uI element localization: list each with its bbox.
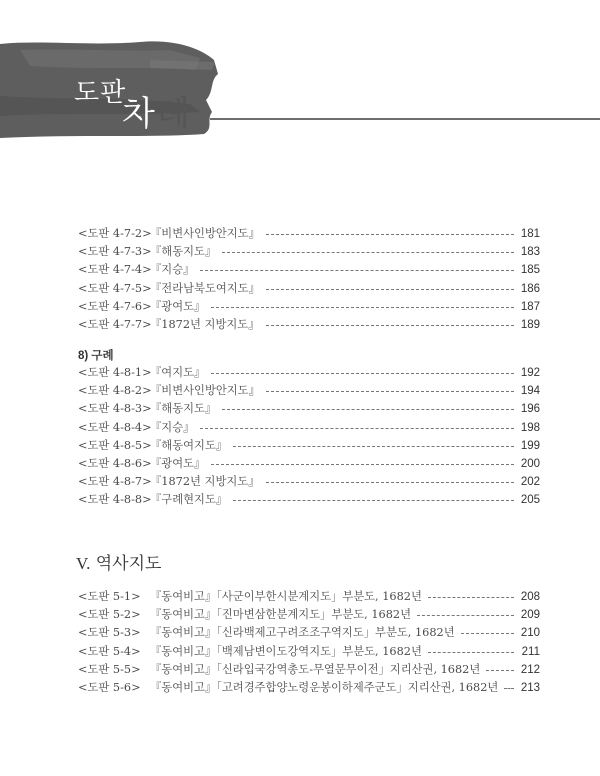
page-number: 213 — [520, 682, 540, 694]
toc-entry[interactable] — [78, 280, 540, 298]
page-number: 192 — [520, 367, 540, 379]
figure-code: <도판 4-7-6> — [78, 299, 152, 313]
page-number: 209 — [520, 609, 540, 622]
title-big-dark: 례 — [156, 94, 192, 134]
dotted-leader — [266, 234, 514, 235]
dotted-leader — [233, 446, 514, 447]
figure-title: 『1872년 지방지도』 — [150, 318, 260, 331]
dotted-leader — [222, 409, 514, 410]
dotted-leader — [504, 688, 514, 689]
chapter-number: V. — [76, 554, 91, 573]
toc-entry[interactable] — [78, 243, 540, 261]
toc-entry[interactable] — [78, 437, 540, 455]
toc-entry[interactable] — [78, 643, 540, 661]
toc-entry[interactable] — [78, 419, 540, 437]
dotted-leader — [233, 500, 514, 501]
dotted-leader — [428, 597, 514, 598]
figure-code: <도판 5-6> — [78, 681, 141, 694]
page-number: 185 — [520, 264, 540, 277]
page-number: 189 — [520, 319, 540, 331]
figure-code: <도판 4-7-7> — [78, 318, 152, 331]
toc-entry[interactable] — [78, 225, 540, 243]
page-number: 181 — [520, 228, 540, 240]
toc-entry[interactable] — [78, 316, 540, 334]
page-number: 202 — [520, 476, 540, 489]
toc-entry[interactable] — [78, 400, 540, 418]
page-number: 194 — [520, 385, 540, 398]
figure-title: 『동여비고』「진마변삼한분계지도」부분도, 1682년 — [150, 608, 411, 622]
dotted-leader — [222, 252, 514, 253]
figure-code: <도판 4-7-3> — [78, 245, 152, 259]
figure-code: <도판 4-8-3> — [78, 402, 152, 416]
header-banner — [0, 0, 600, 140]
page-number: 199 — [520, 439, 540, 452]
figure-code: <도판 4-8-6> — [78, 457, 152, 470]
page-number: 183 — [520, 246, 540, 259]
dotted-leader — [417, 615, 514, 616]
figure-title: 『구례현지도』 — [150, 493, 228, 507]
dotted-leader — [428, 652, 514, 653]
header-rule — [210, 118, 600, 120]
figure-code: <도판 4-8-4> — [78, 420, 152, 434]
figure-code: <도판 5-1> — [78, 590, 141, 603]
figure-title: 『동여비고』「사군이부한시분계지도」부분도, 1682년 — [150, 590, 422, 603]
toc-entry[interactable] — [78, 679, 540, 697]
figure-code: <도판 4-8-7> — [78, 475, 152, 489]
dotted-leader — [266, 391, 514, 392]
toc-entry[interactable] — [78, 382, 540, 400]
page-number: 208 — [520, 591, 540, 603]
page-number: 186 — [520, 282, 540, 295]
page-number: 211 — [521, 645, 540, 658]
title-small: 도판 — [74, 78, 127, 108]
figure-code: <도판 5-2> — [78, 608, 141, 622]
figure-code: <도판 4-7-5> — [78, 281, 152, 295]
figure-code: <도판 4-8-2> — [78, 384, 152, 398]
figure-title: 『지승』 — [150, 420, 195, 434]
figure-title: 『해동지도』 — [150, 402, 217, 416]
figure-code: <도판 4-8-8> — [78, 493, 152, 507]
page-number: 198 — [520, 421, 540, 434]
figure-title: 『비변사인방안지도』 — [150, 227, 260, 240]
title-big-light: 차 — [122, 94, 157, 134]
page-number: 212 — [520, 663, 540, 676]
title-big — [122, 86, 192, 135]
subsection-heading: 8) 구례 — [78, 350, 114, 362]
figure-title: 『지승』 — [150, 263, 195, 277]
page-number: 196 — [520, 403, 540, 416]
figure-code: <도판 4-8-1> — [78, 366, 152, 379]
dotted-leader — [200, 428, 514, 429]
dotted-leader — [211, 373, 514, 374]
dotted-leader — [211, 464, 514, 465]
page-number: 187 — [520, 300, 540, 313]
chapter-heading — [76, 549, 161, 574]
dotted-leader — [266, 325, 515, 326]
figure-title: 『여지도』 — [150, 366, 206, 379]
figure-title: 『동여비고』「신라입국강역총도-무열문무이전」지리산권, 1682년 — [150, 662, 481, 676]
figure-title: 『동여비고』「백제남변이도강역지도」부분도, 1682년 — [150, 644, 422, 658]
page-number: 210 — [520, 627, 540, 640]
toc-entry[interactable] — [78, 624, 540, 642]
figure-title: 『1872년 지방지도』 — [150, 475, 260, 489]
figure-code: <도판 5-3> — [78, 626, 141, 640]
figure-code: <도판 5-5> — [78, 662, 141, 676]
figure-title: 『동여비고』「고려경주합양노령운봉이하제주군도」지리산권, 1682년 — [150, 681, 499, 694]
page-number: 205 — [520, 494, 540, 507]
dotted-leader — [266, 482, 515, 483]
figure-title: 『해동여지도』 — [150, 438, 228, 452]
figure-code: <도판 4-7-2> — [78, 227, 152, 240]
toc-entry[interactable] — [78, 298, 540, 316]
dotted-leader — [211, 307, 514, 308]
figure-title: 『광여도』 — [150, 457, 206, 470]
toc-entry[interactable] — [78, 606, 540, 624]
toc-entry[interactable] — [78, 588, 540, 606]
toc-entry[interactable] — [78, 364, 540, 382]
figure-title: 『비변사인방안지도』 — [150, 384, 260, 398]
dotted-leader — [486, 670, 514, 671]
page-number: 200 — [520, 458, 540, 470]
figure-code: <도판 4-7-4> — [78, 263, 152, 277]
toc-entry[interactable] — [78, 455, 540, 473]
toc-entry[interactable] — [78, 491, 540, 509]
figure-code: <도판 4-8-5> — [78, 438, 152, 452]
figure-title: 『전라남북도여지도』 — [150, 281, 260, 295]
dotted-leader — [461, 633, 514, 634]
figure-title: 『해동지도』 — [150, 245, 217, 259]
dotted-leader — [200, 270, 514, 271]
figure-code: <도판 5-4> — [78, 644, 141, 658]
toc-entry[interactable] — [78, 473, 540, 491]
figure-title: 『동여비고』「신라백제고구려조조구역지도」부분도, 1682년 — [150, 626, 455, 640]
toc-entry[interactable] — [78, 661, 540, 679]
toc-entry[interactable] — [78, 261, 540, 279]
chapter-title: 역사지도 — [95, 554, 162, 574]
figure-title: 『광여도』 — [150, 299, 206, 313]
dotted-leader — [266, 289, 514, 290]
